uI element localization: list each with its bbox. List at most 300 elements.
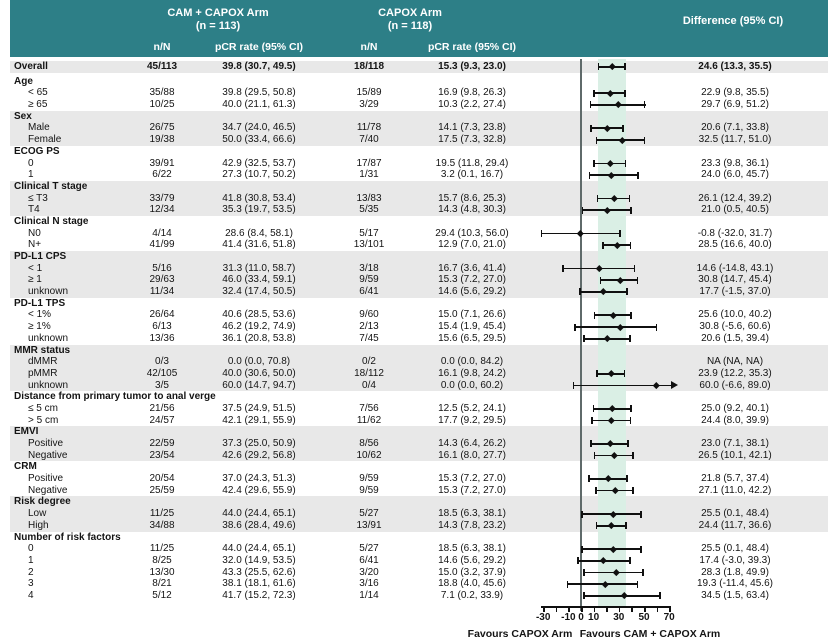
row-label: 1	[28, 554, 34, 566]
section-header-row	[10, 496, 828, 508]
section-header-row	[10, 146, 828, 158]
table-row	[10, 134, 828, 146]
cell-pcr-arm1: 50.0 (33.4, 66.6)	[222, 134, 296, 146]
ci-cap-high	[630, 312, 632, 319]
ci-cap-high	[640, 511, 642, 518]
row-label: High	[28, 519, 49, 531]
table-section	[10, 426, 828, 461]
ci-marker	[531, 508, 679, 520]
cell-nn-arm2: 3/16	[359, 578, 379, 590]
ci-marker	[531, 485, 679, 497]
section-header-label: Clinical T stage	[14, 180, 88, 192]
ci-cap-low	[579, 288, 581, 295]
ci-cap-high	[629, 195, 631, 202]
table-section	[10, 298, 828, 345]
ci-marker	[531, 99, 679, 111]
table-row	[10, 61, 828, 73]
ci-point-estimate	[619, 137, 625, 143]
cell-nn-arm2: 5/17	[359, 227, 379, 239]
ci-point-estimate	[607, 90, 613, 96]
row-label: Negative	[28, 449, 68, 461]
cell-pcr-arm2: 16.1 (8.0, 27.7)	[438, 449, 506, 461]
ci-cap-low	[574, 324, 576, 331]
cell-nn-arm2: 3/29	[359, 99, 379, 111]
ci-marker	[531, 333, 679, 345]
cell-nn-arm2: 6/41	[359, 554, 379, 566]
row-label: Negative	[28, 484, 68, 496]
ci-marker	[531, 578, 679, 590]
ci-point-estimate	[605, 476, 611, 482]
table-row	[10, 169, 828, 181]
ci-marker	[531, 286, 679, 298]
cell-nn-arm2: 8/56	[359, 438, 379, 449]
ci-cap-high	[637, 277, 639, 284]
cell-pcr-arm1: 27.3 (10.7, 50.2)	[222, 169, 296, 181]
cell-pcr-arm2: 12.9 (7.0, 21.0)	[438, 239, 506, 251]
cell-pcr-arm1: 42.9 (32.5, 53.7)	[222, 157, 296, 169]
cell-pcr-arm1: 38.6 (28.4, 49.6)	[222, 519, 296, 531]
row-label: ≥ 65	[28, 99, 48, 111]
cell-nn-arm1: 12/34	[149, 204, 175, 216]
table-section	[10, 146, 828, 181]
table-row	[10, 567, 828, 579]
cell-difference: 20.6 (1.5, 39.4)	[701, 332, 769, 344]
cell-pcr-arm2: 14.1 (7.3, 23.8)	[438, 122, 506, 134]
table-row	[10, 309, 828, 321]
cell-nn-arm1: 25/59	[149, 484, 175, 496]
cell-difference: 29.7 (6.9, 51.2)	[701, 99, 769, 111]
cell-pcr-arm1: 43.3 (25.5, 62.6)	[222, 566, 296, 578]
cell-difference: 24.4 (11.7, 36.6)	[698, 519, 772, 531]
ci-cap-low	[541, 230, 543, 237]
cell-nn-arm1: 34/88	[149, 519, 175, 531]
cell-pcr-arm2: 0.0 (0.0, 84.2)	[440, 356, 504, 368]
ci-marker	[531, 403, 679, 415]
table-row	[10, 403, 828, 415]
ci-cap-high	[637, 172, 639, 179]
cell-nn-arm1: 20/54	[149, 473, 175, 485]
ci-cap-low	[596, 522, 598, 529]
ci-cap-high	[629, 557, 631, 564]
cell-difference: 24.6 (13.3, 35.5)	[698, 61, 772, 72]
table-row	[10, 99, 828, 111]
cell-pcr-arm1: 28.6 (8.4, 58.1)	[225, 227, 293, 239]
cell-difference: 21.8 (5.7, 37.4)	[701, 473, 769, 485]
table-row	[10, 204, 828, 216]
cell-nn-arm1: 29/63	[149, 274, 175, 286]
cell-pcr-arm2: 10.3 (2.2, 27.4)	[438, 99, 506, 111]
section-header-row	[10, 251, 828, 263]
ci-cap-high	[637, 581, 639, 588]
cell-nn-arm1: 0/3	[155, 356, 169, 368]
table-section	[10, 251, 828, 298]
axis-tick-label: 30	[613, 612, 625, 623]
ci-cap-low	[598, 63, 600, 70]
ci-marker	[531, 134, 679, 146]
section-header-label: Risk degree	[14, 496, 71, 508]
ci-cap-high	[624, 63, 626, 70]
ci-point-estimate	[614, 242, 620, 248]
axis-label-favours-cam-capox: Favours CAM + CAPOX Arm	[579, 628, 721, 640]
cell-difference: 14.6 (-14.8, 43.1)	[696, 262, 774, 274]
cell-pcr-arm2: 15.3 (7.2, 27.0)	[438, 473, 506, 485]
ci-marker	[531, 368, 679, 380]
ci-marker	[531, 122, 679, 134]
cell-pcr-arm1: 44.0 (24.4, 65.1)	[222, 508, 296, 520]
ci-cap-low	[600, 277, 602, 284]
table-row	[10, 122, 828, 134]
section-header-label: PD-L1 CPS	[14, 251, 67, 262]
cell-pcr-arm2: 14.6 (5.6, 29.2)	[438, 286, 506, 298]
row-label: N+	[28, 239, 42, 251]
cell-difference: NA (NA, NA)	[706, 356, 764, 368]
ci-cap-high	[640, 546, 642, 553]
cell-pcr-arm2: 18.5 (6.3, 38.1)	[438, 543, 506, 555]
row-label: 3	[28, 578, 34, 590]
cell-pcr-arm2: 14.3 (6.4, 26.2)	[438, 438, 506, 449]
cell-pcr-arm1: 40.6 (28.5, 53.6)	[222, 309, 296, 321]
cell-difference: 25.5 (0.1, 48.4)	[701, 543, 769, 555]
ci-arrow-right	[671, 381, 678, 389]
cell-pcr-arm2: 16.9 (9.8, 26.3)	[438, 87, 506, 99]
table-row	[10, 543, 828, 555]
axis-label-favours-capox: Favours CAPOX Arm	[467, 628, 573, 640]
cell-difference: 23.9 (12.2, 35.3)	[698, 367, 772, 379]
cell-pcr-arm2: 15.3 (9.3, 23.0)	[438, 61, 506, 72]
cell-pcr-arm1: 37.5 (24.9, 51.5)	[222, 402, 296, 414]
section-header-row	[10, 345, 828, 357]
row-label: N0	[28, 227, 41, 239]
cell-difference: 25.0 (9.2, 40.1)	[701, 402, 769, 414]
col-header-pcr-arm1: pCR rate (95% CI)	[214, 41, 304, 53]
ci-point-estimate	[604, 125, 610, 131]
ci-marker	[531, 193, 679, 205]
table-row	[10, 485, 828, 497]
ci-point-estimate	[609, 405, 615, 411]
cell-pcr-arm2: 0.0 (0.0, 60.2)	[440, 379, 504, 391]
ci-point-estimate	[608, 370, 614, 376]
ci-cap-low	[593, 405, 595, 412]
cell-nn-arm2: 2/13	[359, 321, 379, 333]
table-section	[10, 461, 828, 496]
table-section	[10, 61, 828, 73]
row-label: Positive	[28, 438, 64, 449]
cell-nn-arm2: 7/40	[359, 134, 379, 146]
cell-pcr-arm2: 18.5 (6.3, 38.1)	[438, 508, 506, 520]
cell-difference: 34.5 (1.5, 63.4)	[701, 589, 769, 601]
axis-tick-label: -10	[561, 612, 576, 623]
cell-pcr-arm1: 39.8 (30.7, 49.5)	[222, 61, 296, 72]
cell-nn-arm1: 22/59	[149, 438, 175, 449]
arm1-header	[118, 7, 318, 32]
arm2-title: CAPOX Arm	[378, 7, 442, 19]
ci-cap-high	[626, 288, 628, 295]
section-header-label: Number of risk factors	[14, 531, 121, 543]
ci-point-estimate	[610, 312, 616, 318]
row-label: unknown	[28, 379, 69, 391]
table-row	[10, 520, 828, 532]
ci-point-estimate	[612, 487, 618, 493]
cell-nn-arm2: 15/89	[356, 87, 382, 99]
axis-tick-label: 70	[663, 612, 675, 623]
cell-nn-arm1: 26/64	[149, 309, 175, 321]
table-row	[10, 87, 828, 99]
cell-pcr-arm2: 17.5 (7.3, 32.8)	[438, 134, 506, 146]
table-section	[10, 181, 828, 216]
cell-pcr-arm2: 16.1 (9.8, 24.2)	[438, 367, 506, 379]
section-header-row	[10, 298, 828, 310]
row-label: > 5 cm	[28, 414, 59, 426]
section-header-row	[10, 181, 828, 193]
ci-cap-high	[629, 335, 631, 342]
section-header-label: Age	[14, 75, 33, 87]
ci-cap-low	[597, 195, 599, 202]
cell-nn-arm2: 5/35	[359, 204, 379, 216]
row-label: T4	[28, 204, 40, 216]
ci-point-estimate	[613, 569, 619, 575]
ci-cap-low	[596, 137, 598, 144]
cell-pcr-arm1: 46.0 (33.4, 59.1)	[222, 274, 296, 286]
cell-difference: 30.8 (14.7, 45.4)	[698, 274, 772, 286]
table-section	[10, 111, 828, 146]
ci-cap-high	[630, 242, 632, 249]
table-row	[10, 380, 828, 392]
cell-nn-arm1: 39/91	[149, 157, 175, 169]
cell-pcr-arm1: 60.0 (14.7, 94.7)	[222, 379, 296, 391]
row-label: ≤ T3	[28, 192, 48, 204]
ci-cap-low	[583, 569, 585, 576]
cell-pcr-arm2: 19.5 (11.8, 29.4)	[435, 157, 509, 169]
ci-point-estimate	[611, 452, 617, 458]
arm1-subtitle: (n = 113)	[195, 19, 241, 32]
cell-nn-arm2: 11/62	[356, 414, 382, 426]
ci-marker	[531, 520, 679, 532]
table-row	[10, 193, 828, 205]
ci-marker	[531, 228, 679, 240]
ci-cap-low	[581, 546, 583, 553]
cell-nn-arm1: 10/25	[149, 99, 175, 111]
cell-nn-arm1: 19/38	[149, 134, 175, 146]
row-label: ≥ 1%	[28, 321, 51, 333]
ci-point-estimate	[602, 581, 608, 587]
arm2-header	[310, 7, 510, 32]
ci-point-estimate	[608, 172, 614, 178]
cell-pcr-arm2: 29.4 (10.3, 56.0)	[435, 227, 509, 239]
cell-pcr-arm2: 16.7 (3.6, 41.4)	[438, 262, 506, 274]
cell-nn-arm2: 13/83	[356, 192, 382, 204]
ci-point-estimate	[607, 160, 613, 166]
ci-marker	[531, 61, 679, 73]
cell-nn-arm2: 7/56	[359, 402, 379, 414]
ci-marker	[531, 321, 679, 333]
ci-marker	[531, 415, 679, 427]
table-row	[10, 263, 828, 275]
ci-cap-high	[624, 90, 626, 97]
cell-pcr-arm1: 42.4 (29.6, 55.9)	[222, 484, 296, 496]
ci-cap-high	[625, 522, 627, 529]
table-section	[10, 532, 828, 602]
cell-nn-arm2: 6/41	[359, 286, 379, 298]
cell-pcr-arm1: 35.3 (19.7, 53.5)	[222, 204, 296, 216]
ci-point-estimate	[653, 382, 659, 388]
cell-difference: 60.0 (-6.6, 89.0)	[699, 379, 771, 391]
ci-marker	[531, 274, 679, 286]
cell-nn-arm2: 7/45	[359, 332, 379, 344]
cell-pcr-arm1: 37.0 (24.3, 51.3)	[222, 473, 296, 485]
ci-cap-low	[582, 207, 584, 214]
cell-nn-arm1: 42/105	[146, 367, 178, 379]
ci-cap-low	[593, 90, 595, 97]
table-section	[10, 216, 828, 251]
table-row	[10, 578, 828, 590]
ci-cap-high	[642, 569, 644, 576]
ci-marker	[531, 204, 679, 216]
cell-difference: 17.7 (-1.5, 37.0)	[699, 286, 771, 298]
section-header-row	[10, 76, 828, 88]
ci-cap-low	[567, 581, 569, 588]
cell-nn-arm1: 5/12	[152, 589, 172, 601]
ci-marker	[531, 263, 679, 275]
table-row	[10, 590, 828, 602]
cell-difference: 24.0 (6.0, 45.7)	[701, 169, 769, 181]
table-section	[10, 391, 828, 426]
cell-pcr-arm2: 15.0 (7.1, 26.6)	[438, 309, 506, 321]
ci-point-estimate	[607, 440, 613, 446]
cell-difference: 25.5 (0.1, 48.4)	[701, 508, 769, 520]
table-header	[10, 0, 828, 57]
table-row	[10, 415, 828, 427]
cell-difference: 26.1 (12.4, 39.2)	[698, 192, 772, 204]
ci-cap-high	[659, 592, 661, 599]
row-label: < 65	[28, 87, 48, 99]
ci-cap-high	[630, 405, 632, 412]
ci-cap-high	[644, 101, 646, 108]
ci-cap-high	[627, 440, 629, 447]
cell-pcr-arm2: 12.5 (5.2, 24.1)	[438, 402, 506, 414]
cell-nn-arm2: 11/78	[356, 122, 382, 134]
cell-nn-arm2: 18/118	[353, 61, 385, 72]
cell-nn-arm2: 0/4	[362, 379, 376, 391]
section-header-row	[10, 426, 828, 438]
ci-cap-high	[622, 125, 624, 132]
cell-nn-arm2: 3/20	[359, 566, 379, 578]
ci-cap-low	[594, 452, 596, 459]
section-header-label: ECOG PS	[14, 145, 60, 157]
cell-pcr-arm2: 15.3 (7.2, 27.0)	[438, 274, 506, 286]
table-section	[10, 76, 828, 111]
ci-cap-low	[581, 511, 583, 518]
section-header-label: PD-L1 TPS	[14, 297, 66, 309]
ci-marker	[531, 169, 679, 181]
col-header-nn-arm2: n/N	[360, 41, 378, 53]
row-label: 2	[28, 566, 34, 578]
cell-pcr-arm2: 15.6 (6.5, 29.5)	[438, 332, 506, 344]
cell-nn-arm1: 13/30	[149, 566, 175, 578]
ci-cap-low	[590, 125, 592, 132]
cell-pcr-arm1: 32.0 (14.9, 53.5)	[222, 554, 296, 566]
arm2-subtitle: (n = 118)	[387, 19, 433, 32]
cell-difference: 23.3 (9.8, 36.1)	[701, 157, 769, 169]
cell-nn-arm2: 9/59	[359, 274, 379, 286]
row-label: 1	[28, 169, 34, 181]
cell-difference: 27.1 (11.0, 42.2)	[698, 484, 772, 496]
cell-pcr-arm2: 14.6 (5.6, 29.2)	[438, 554, 506, 566]
ci-cap-low	[602, 242, 604, 249]
table-row	[10, 158, 828, 170]
table-row	[10, 368, 828, 380]
axis-tick-label: -30	[535, 612, 551, 623]
ci-cap-low	[588, 475, 590, 482]
row-label: 0	[28, 157, 34, 169]
cell-nn-arm1: 6/22	[152, 169, 172, 181]
table-section	[10, 496, 828, 531]
cell-pcr-arm1: 40.0 (21.1, 61.3)	[222, 99, 296, 111]
ci-marker	[531, 473, 679, 485]
row-label: Overall	[14, 61, 48, 72]
ci-marker	[531, 309, 679, 321]
cell-pcr-arm1: 46.2 (19.2, 74.9)	[222, 321, 296, 333]
cell-nn-arm1: 3/5	[155, 379, 169, 391]
row-label: Low	[28, 508, 47, 520]
cell-pcr-arm1: 31.3 (11.0, 58.7)	[222, 262, 296, 274]
cell-pcr-arm1: 38.1 (18.1, 61.6)	[222, 578, 296, 590]
ci-cap-low	[590, 440, 592, 447]
cell-pcr-arm2: 3.2 (0.1, 16.7)	[440, 169, 504, 181]
section-header-label: Sex	[14, 110, 32, 122]
cell-pcr-arm2: 15.3 (7.2, 27.0)	[438, 484, 506, 496]
ci-marker	[531, 87, 679, 99]
cell-nn-arm2: 13/91	[356, 519, 382, 531]
cell-difference: 25.6 (10.0, 40.2)	[698, 309, 772, 321]
difference-column-header: Difference (95% CI)	[682, 15, 784, 27]
ci-marker	[531, 555, 679, 567]
ci-point-estimate	[577, 230, 583, 236]
ci-line	[574, 326, 657, 328]
section-header-label: Distance from primary tumor to anal verge	[14, 391, 216, 403]
cell-difference: 30.8 (-5.6, 60.6)	[699, 321, 771, 333]
section-header-row	[10, 391, 828, 403]
ci-cap-low	[591, 417, 593, 424]
ci-cap-low	[590, 101, 592, 108]
cell-nn-arm1: 6/13	[152, 321, 172, 333]
axis-tick-label: 10	[588, 612, 600, 623]
row-label: dMMR	[28, 356, 58, 368]
arm1-title: CAM + CAPOX Arm	[167, 7, 269, 19]
ci-point-estimate	[615, 102, 621, 108]
ci-cap-low	[573, 382, 575, 389]
cell-nn-arm1: 11/34	[149, 286, 175, 298]
cell-pcr-arm2: 17.7 (9.2, 29.5)	[438, 414, 506, 426]
table-row	[10, 508, 828, 520]
cell-nn-arm1: 5/16	[152, 262, 172, 274]
cell-pcr-arm1: 42.1 (29.1, 55.9)	[222, 414, 296, 426]
ci-point-estimate	[617, 324, 623, 330]
col-header-nn-arm1: n/N	[153, 41, 171, 53]
section-header-row	[10, 216, 828, 228]
row-label: pMMR	[28, 367, 58, 379]
cell-pcr-arm2: 15.0 (3.2, 37.9)	[438, 566, 506, 578]
section-header-label: Clinical N stage	[14, 215, 89, 227]
cell-difference: 17.4 (-3.0, 39.3)	[699, 554, 771, 566]
row-label: 4	[28, 589, 34, 601]
cell-difference: 28.5 (16.6, 40.0)	[698, 239, 772, 251]
row-label: < 1	[28, 262, 43, 274]
row-label: ≥ 1	[28, 274, 42, 286]
col-header-pcr-arm2: pCR rate (95% CI)	[427, 41, 517, 53]
section-header-row	[10, 532, 828, 544]
cell-difference: 19.3 (-11.4, 45.6)	[697, 578, 773, 590]
ci-cap-low	[577, 557, 579, 564]
